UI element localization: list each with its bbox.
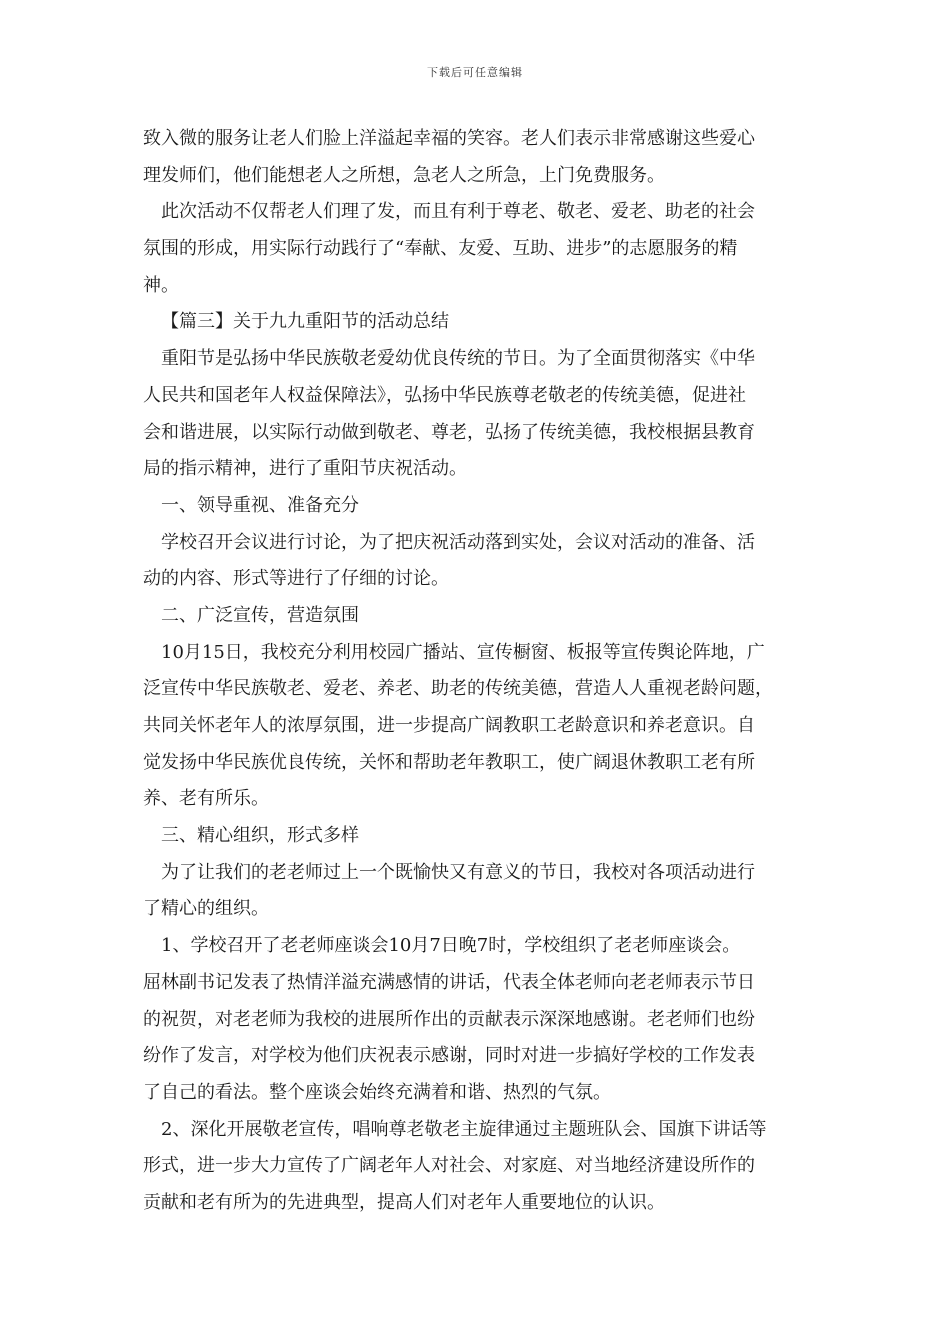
- text-line: 神。: [143, 274, 179, 296]
- text-line: 了精心的组织。: [143, 898, 269, 920]
- text-line: 纷作了发言，对学校为他们庆祝表示感谢，同时对进一步搞好学校的工作发表: [143, 1045, 755, 1067]
- text-line: 2、深化开展敬老宣传，唱响尊老敬老主旋律通过主题班队会、国旗下讲话等: [161, 1118, 767, 1140]
- text-line: 氛围的形成，用实际行动践行了“奉献、友爱、互助、进步”的志愿服务的精: [143, 238, 738, 260]
- text-line: 致入微的服务让老人们脸上洋溢起幸福的笑容。老人们表示非常感谢这些爱心: [143, 128, 755, 149]
- text-line: 三、精心组织，形式多样: [161, 825, 359, 847]
- text-line: 养、老有所乐。: [143, 788, 269, 810]
- text-line: 人民共和国老年人权益保障法》，弘扬中华民族尊老敬老的传统美德，促进社: [143, 384, 746, 406]
- text-line: 的祝贺，对老老师为我校的进展所作出的贡献表示深深地感谢。老老师们也纷: [143, 1008, 755, 1030]
- text-line: 1、学校召开了老老师座谈会10月7日晚7时，学校组织了老老师座谈会。: [161, 935, 741, 957]
- text-line: 泛宣传中华民族敬老、爱老、养老、助老的传统美德，营造人人重视老龄问题，: [143, 678, 773, 700]
- text-line: 动的内容、形式等进行了仔细的讨论。: [143, 568, 449, 590]
- text-line: 共同关怀老年人的浓厚氛围，进一步提高广阔教职工老龄意识和养老意识。自: [143, 715, 755, 736]
- text-line: 局的指示精神，进行了重阳节庆祝活动。: [143, 458, 467, 480]
- text-line: 学校召开会议进行讨论，为了把庆祝活动落到实处，会议对活动的准备、活: [161, 531, 755, 553]
- document-body: [143, 121, 823, 1222]
- text-line: 为了让我们的老老师过上一个既愉快又有意义的节日，我校对各项活动进行: [161, 861, 755, 883]
- text-line: 二、广泛宣传，营造氛围: [161, 604, 359, 626]
- text-line: 一、领导重视、准备充分: [161, 494, 359, 516]
- text-line: 贡献和老有所为的先进典型，提高人们对老年人重要地位的认识。: [143, 1191, 665, 1213]
- text-line: 【篇三】关于九九重阳节的活动总结: [161, 311, 449, 333]
- text-line: 觉发扬中华民族优良传统，关怀和帮助老年教职工，使广阔退休教职工老有所: [143, 751, 755, 773]
- page-header: 下载后可任意编辑: [427, 66, 523, 79]
- text-line: 屈林副书记发表了热情洋溢充满感情的讲话，代表全体老师向老老师表示节日: [143, 971, 755, 993]
- text-line: 会和谐进展，以实际行动做到敬老、尊老，弘扬了传统美德，我校根据县教育: [143, 421, 755, 443]
- text-line: 理发师们，他们能想老人之所想，急老人之所急，上门免费服务。: [143, 164, 665, 186]
- text-line: 形式，进一步大力宣传了广阔老年人对社会、对家庭、对当地经济建设所作的: [143, 1155, 755, 1177]
- text-line: 10月15日，我校充分利用校园广播站、宣传橱窗、板报等宣传舆论阵地，广: [161, 641, 765, 663]
- text-line: 重阳节是弘扬中华民族敬老爱幼优良传统的节日。为了全面贯彻落实《中华: [161, 348, 755, 370]
- text-line: 此次活动不仅帮老人们理了发，而且有利于尊老、敬老、爱老、助老的社会: [161, 201, 755, 223]
- text-line: 了自己的看法。整个座谈会始终充满着和谐、热烈的气氛。: [143, 1081, 611, 1103]
